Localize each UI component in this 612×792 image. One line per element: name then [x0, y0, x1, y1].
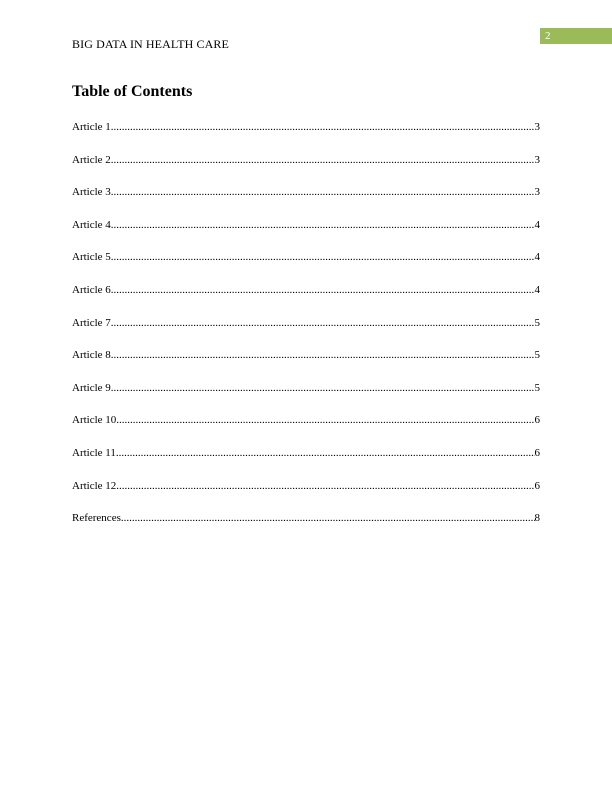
toc-entry-page: 4 — [534, 283, 540, 296]
toc-entry[interactable] — [72, 446, 540, 479]
toc-entry[interactable] — [72, 218, 540, 251]
toc-dot-leader — [111, 120, 535, 134]
toc-entry-page: 5 — [534, 316, 540, 329]
toc-entry-page: 4 — [534, 251, 540, 264]
toc-dot-leader — [111, 185, 535, 199]
toc-entry-page: 3 — [534, 186, 540, 199]
running-head: BIG DATA IN HEALTH CARE — [72, 37, 229, 51]
toc-entry-label: Article 11 — [72, 446, 116, 459]
toc-list — [72, 120, 540, 544]
toc-entry[interactable] — [72, 153, 540, 186]
toc-entry-label: Article 6 — [72, 283, 111, 296]
toc-dot-leader — [111, 153, 535, 167]
toc-entry-page: 5 — [534, 381, 540, 394]
toc-entry-page: 3 — [534, 121, 540, 133]
toc-entry-label: Article 9 — [72, 381, 111, 394]
toc-entry-label: Article 2 — [72, 153, 111, 166]
toc-dot-leader — [111, 381, 535, 395]
toc-entry-label: Article 8 — [72, 349, 111, 362]
toc-entry-label: Article 12 — [72, 479, 117, 492]
toc-entry-page: 6 — [534, 414, 540, 427]
toc-entry[interactable] — [72, 348, 540, 381]
toc-dot-leader — [121, 511, 535, 525]
toc-dot-leader — [116, 479, 534, 493]
toc-entry[interactable] — [72, 316, 540, 349]
toc-entry[interactable] — [72, 185, 540, 218]
toc-entry-page: 3 — [534, 153, 540, 166]
toc-title: Table of Contents — [72, 83, 193, 100]
toc-dot-leader — [111, 283, 535, 297]
toc-entry-label: Article 1 — [72, 121, 111, 133]
toc-entry-page: 8 — [534, 512, 540, 525]
toc-entry-label: Article 5 — [72, 251, 111, 264]
toc-entry-label: Article 4 — [72, 218, 111, 231]
toc-entry-label: References — [72, 512, 121, 525]
page-number-badge: 2 — [540, 28, 612, 44]
toc-entry[interactable] — [72, 381, 540, 414]
toc-entry[interactable] — [72, 413, 540, 446]
toc-entry[interactable] — [72, 250, 540, 283]
toc-entry[interactable] — [72, 511, 540, 544]
toc-entry-label: Article 10 — [72, 414, 117, 427]
toc-entry[interactable] — [72, 283, 540, 316]
toc-entry-page: 6 — [534, 446, 540, 459]
toc-entry-page: 4 — [534, 218, 540, 231]
toc-entry[interactable] — [72, 120, 540, 153]
toc-entry-page: 6 — [534, 479, 540, 492]
toc-dot-leader — [111, 250, 535, 264]
toc-dot-leader — [116, 446, 535, 460]
toc-dot-leader — [111, 316, 535, 330]
toc-entry-label: Article 3 — [72, 186, 111, 199]
toc-dot-leader — [116, 413, 534, 427]
toc-entry[interactable] — [72, 479, 540, 512]
toc-dot-leader — [111, 218, 535, 232]
toc-entry-label: Article 7 — [72, 316, 111, 329]
toc-entry-page: 5 — [534, 349, 540, 362]
toc-dot-leader — [111, 348, 535, 362]
